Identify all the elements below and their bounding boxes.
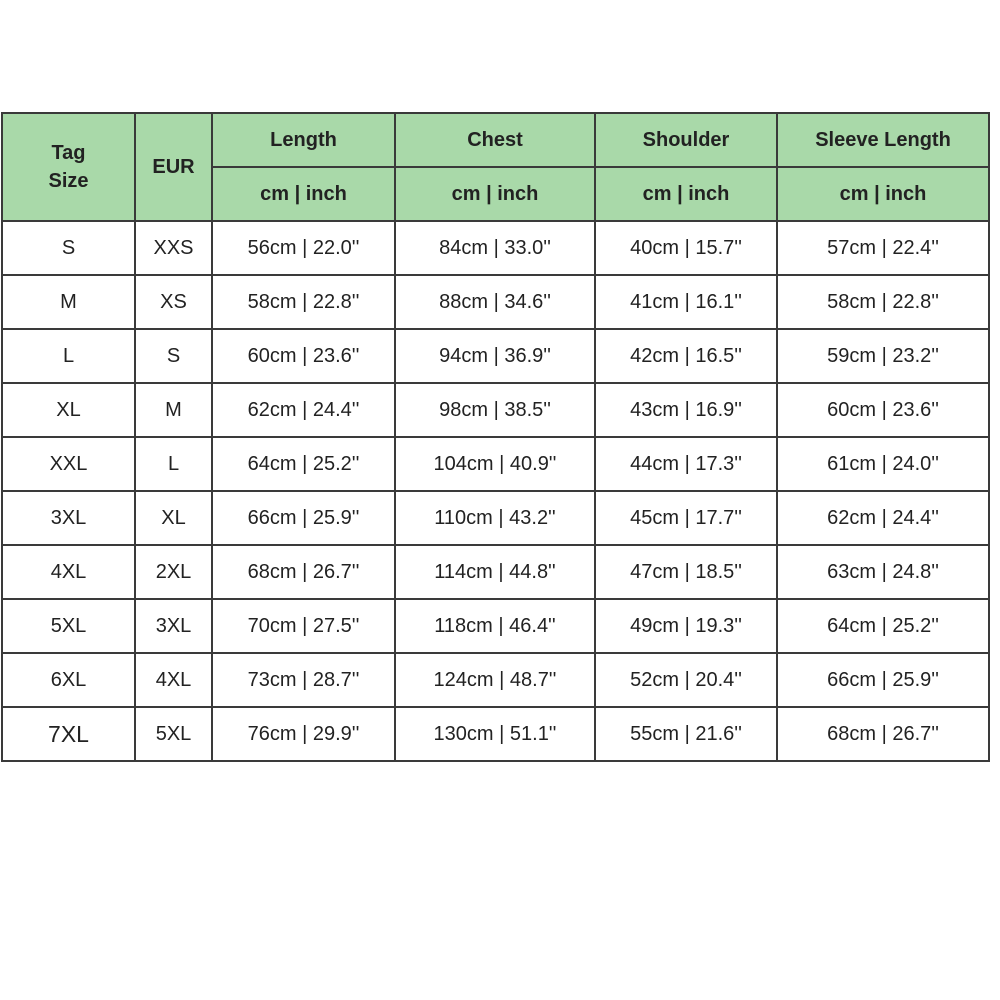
table-row (2, 437, 989, 491)
cell-sleeve-length: 59cm | 23.2'' (777, 329, 989, 383)
cell-eur: S (135, 329, 212, 383)
cell-tag-size: XL (2, 383, 135, 437)
cell-tag-size: 7XL (2, 707, 135, 761)
cell-chest: 88cm | 34.6'' (395, 275, 595, 329)
table-row (2, 383, 989, 437)
cell-eur: XXS (135, 221, 212, 275)
size-chart-table (1, 112, 990, 762)
table-row (2, 275, 989, 329)
cell-tag-size: L (2, 329, 135, 383)
cell-chest: 84cm | 33.0'' (395, 221, 595, 275)
cell-tag-size: XXL (2, 437, 135, 491)
cell-eur: 2XL (135, 545, 212, 599)
cell-length: 56cm | 22.0'' (212, 221, 395, 275)
cell-tag-size: 3XL (2, 491, 135, 545)
table-body (2, 221, 989, 761)
cell-length: 73cm | 28.7'' (212, 653, 395, 707)
unit-chest: cm | inch (395, 167, 595, 221)
unit-sleeve-length: cm | inch (777, 167, 989, 221)
cell-chest: 130cm | 51.1'' (395, 707, 595, 761)
cell-shoulder: 52cm | 20.4'' (595, 653, 777, 707)
table-row (2, 329, 989, 383)
cell-length: 76cm | 29.9'' (212, 707, 395, 761)
cell-length: 70cm | 27.5'' (212, 599, 395, 653)
header-sleeve-length: Sleeve Length (777, 113, 989, 167)
cell-eur: M (135, 383, 212, 437)
header-eur: EUR (135, 113, 212, 221)
cell-eur: 4XL (135, 653, 212, 707)
cell-eur: L (135, 437, 212, 491)
table-row (2, 599, 989, 653)
cell-chest: 114cm | 44.8'' (395, 545, 595, 599)
cell-chest: 94cm | 36.9'' (395, 329, 595, 383)
cell-length: 60cm | 23.6'' (212, 329, 395, 383)
cell-shoulder: 49cm | 19.3'' (595, 599, 777, 653)
table-row (2, 707, 989, 761)
header-tag-size-line2: Size (48, 170, 89, 192)
table-header (2, 113, 989, 221)
cell-eur: 5XL (135, 707, 212, 761)
cell-tag-size: S (2, 221, 135, 275)
cell-tag-size: 5XL (2, 599, 135, 653)
cell-sleeve-length: 68cm | 26.7'' (777, 707, 989, 761)
cell-sleeve-length: 61cm | 24.0'' (777, 437, 989, 491)
header-shoulder: Shoulder (595, 113, 777, 167)
header-row-titles (2, 113, 989, 167)
cell-chest: 104cm | 40.9'' (395, 437, 595, 491)
cell-length: 66cm | 25.9'' (212, 491, 395, 545)
cell-chest: 98cm | 38.5'' (395, 383, 595, 437)
cell-length: 58cm | 22.8'' (212, 275, 395, 329)
table-row (2, 545, 989, 599)
table-row (2, 221, 989, 275)
cell-length: 68cm | 26.7'' (212, 545, 395, 599)
cell-shoulder: 44cm | 17.3'' (595, 437, 777, 491)
cell-eur: XS (135, 275, 212, 329)
cell-sleeve-length: 66cm | 25.9'' (777, 653, 989, 707)
cell-chest: 110cm | 43.2'' (395, 491, 595, 545)
cell-eur: 3XL (135, 599, 212, 653)
cell-shoulder: 45cm | 17.7'' (595, 491, 777, 545)
cell-shoulder: 40cm | 15.7'' (595, 221, 777, 275)
cell-chest: 124cm | 48.7'' (395, 653, 595, 707)
header-tag-size (2, 113, 135, 221)
header-chest: Chest (395, 113, 595, 167)
cell-sleeve-length: 60cm | 23.6'' (777, 383, 989, 437)
unit-shoulder: cm | inch (595, 167, 777, 221)
cell-chest: 118cm | 46.4'' (395, 599, 595, 653)
table-row (2, 491, 989, 545)
cell-shoulder: 47cm | 18.5'' (595, 545, 777, 599)
cell-shoulder: 41cm | 16.1'' (595, 275, 777, 329)
cell-shoulder: 43cm | 16.9'' (595, 383, 777, 437)
header-tag-size-line1: Tag (51, 142, 86, 164)
unit-length: cm | inch (212, 167, 395, 221)
cell-sleeve-length: 63cm | 24.8'' (777, 545, 989, 599)
cell-sleeve-length: 64cm | 25.2'' (777, 599, 989, 653)
cell-tag-size: M (2, 275, 135, 329)
header-length: Length (212, 113, 395, 167)
cell-tag-size: 6XL (2, 653, 135, 707)
cell-eur: XL (135, 491, 212, 545)
cell-sleeve-length: 58cm | 22.8'' (777, 275, 989, 329)
table-row (2, 653, 989, 707)
cell-length: 62cm | 24.4'' (212, 383, 395, 437)
cell-shoulder: 42cm | 16.5'' (595, 329, 777, 383)
cell-length: 64cm | 25.2'' (212, 437, 395, 491)
cell-tag-size: 4XL (2, 545, 135, 599)
cell-sleeve-length: 62cm | 24.4'' (777, 491, 989, 545)
cell-shoulder: 55cm | 21.6'' (595, 707, 777, 761)
cell-sleeve-length: 57cm | 22.4'' (777, 221, 989, 275)
